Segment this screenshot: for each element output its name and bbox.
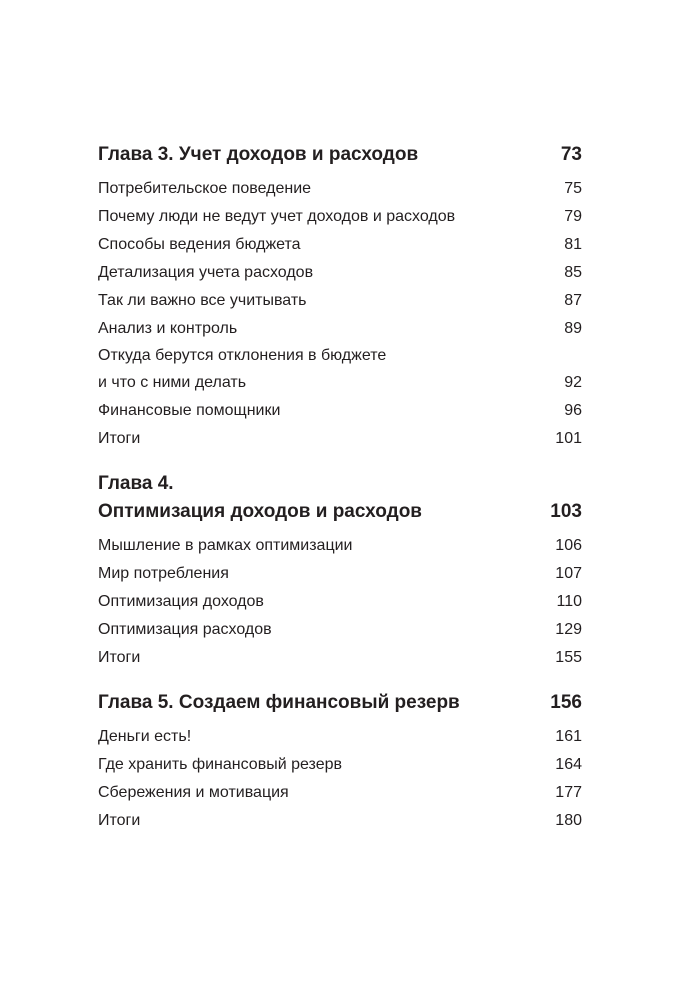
entry-title: Детализация учета расходов xyxy=(98,264,314,281)
toc-entry xyxy=(98,751,582,779)
entry-title-line: и что с ними делать xyxy=(98,374,247,391)
entry-page-number: 106 xyxy=(555,537,582,554)
toc-entry xyxy=(98,588,582,616)
chapter-page-number: 103 xyxy=(550,501,582,522)
entry-page-number: 107 xyxy=(555,565,582,582)
entry-page-number: 81 xyxy=(564,236,582,253)
chapter-3 xyxy=(98,141,582,453)
entry-page-number: 96 xyxy=(564,402,582,419)
chapter-title xyxy=(98,470,550,526)
entry-title: Анализ и контроль xyxy=(98,320,238,337)
entry-page-number: 155 xyxy=(555,649,582,666)
chapter-title xyxy=(98,689,550,717)
chapter-heading xyxy=(98,141,582,169)
entry-title: Мышление в рамках оптимизации xyxy=(98,537,353,554)
entry-title: Деньги есть! xyxy=(98,728,192,745)
chapter-title-line: Глава 4. xyxy=(98,473,174,494)
chapter-4 xyxy=(98,470,582,672)
toc-entry xyxy=(98,287,582,315)
entry-title: Оптимизация доходов xyxy=(98,593,264,610)
entry-page-number: 101 xyxy=(555,430,582,447)
chapter-page-number: 156 xyxy=(550,692,582,713)
toc-entry xyxy=(98,397,582,425)
entry-title: Способы ведения бюджета xyxy=(98,236,301,253)
toc-entry xyxy=(98,723,582,751)
entry-page-number: 177 xyxy=(555,784,582,801)
chapter-title-line: Глава 3. Учет доходов и расходов xyxy=(98,144,419,165)
entry-title: Итоги xyxy=(98,812,141,829)
entry-title: Итоги xyxy=(98,430,141,447)
entry-title: Так ли важно все учитывать xyxy=(98,292,307,309)
toc-entry xyxy=(98,315,582,343)
entry-page-number: 92 xyxy=(564,374,582,391)
entry-page-number: 87 xyxy=(564,292,582,309)
entry-page-number: 180 xyxy=(555,812,582,829)
entry-page-number: 164 xyxy=(555,756,582,773)
entry-title-line: Откуда берутся отклонения в бюджете xyxy=(98,347,387,364)
entry-title: Оптимизация расходов xyxy=(98,621,272,638)
toc-entry xyxy=(98,425,582,453)
entry-page-number: 110 xyxy=(556,593,582,610)
entry-page-number: 85 xyxy=(564,264,582,281)
chapter-title-line: Глава 5. Создаем финансовый резерв xyxy=(98,692,460,713)
toc-entry xyxy=(98,259,582,287)
chapter-5 xyxy=(98,689,582,835)
entry-page-number: 161 xyxy=(555,728,582,745)
table-of-contents xyxy=(98,141,582,852)
entry-title: Где хранить финансовый резерв xyxy=(98,756,342,773)
entry-title: Итоги xyxy=(98,649,141,666)
chapter-heading xyxy=(98,689,582,717)
toc-entry xyxy=(98,203,582,231)
entry-title: Почему люди не ведут учет доходов и расходов xyxy=(98,208,456,225)
chapter-title-line: Оптимизация доходов и расходов xyxy=(98,501,422,522)
chapter-heading xyxy=(98,470,582,526)
toc-entry xyxy=(98,807,582,835)
entry-page-number: 75 xyxy=(564,180,582,197)
entry-title: Потребительское поведение xyxy=(98,180,312,197)
toc-entry xyxy=(98,231,582,259)
entry-page-number: 129 xyxy=(555,621,582,638)
entry-page-number: 89 xyxy=(564,320,582,337)
toc-entry xyxy=(98,779,582,807)
entry-page-number: 79 xyxy=(564,208,582,225)
toc-entry xyxy=(98,532,582,560)
toc-entry xyxy=(98,560,582,588)
entry-title: Сбережения и мотивация xyxy=(98,784,289,801)
toc-entry xyxy=(98,644,582,672)
toc-entry xyxy=(98,175,582,203)
entry-title: Финансовые помощники xyxy=(98,402,281,419)
toc-entry xyxy=(98,616,582,644)
chapter-page-number: 73 xyxy=(560,144,582,165)
chapter-title xyxy=(98,141,561,169)
toc-entry xyxy=(98,343,582,397)
entry-title: Мир потребления xyxy=(98,565,229,582)
